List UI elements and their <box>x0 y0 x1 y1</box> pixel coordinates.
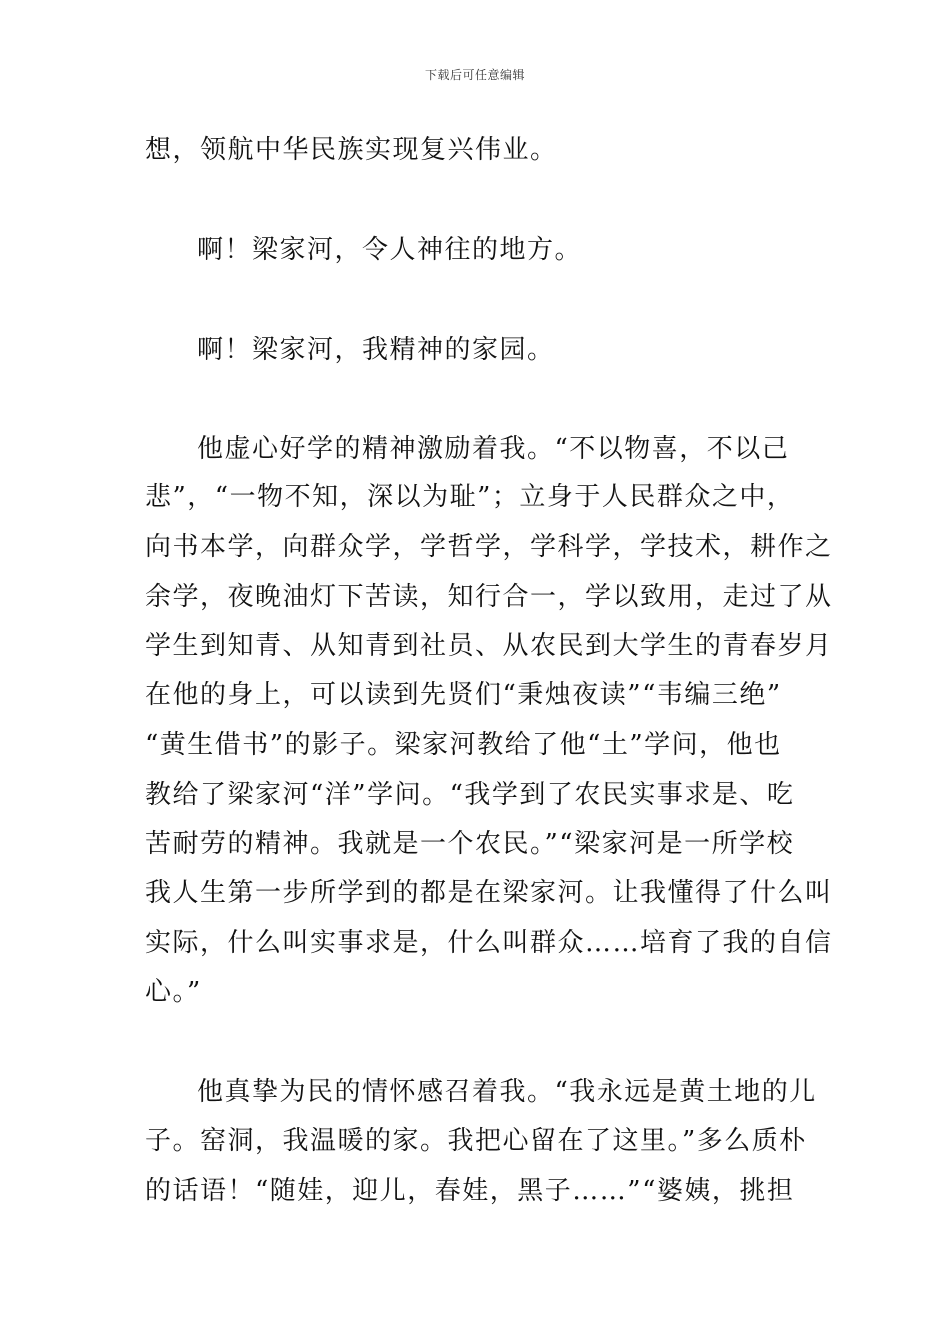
text-line: 学生到知青、从知青到社员、从农民到大学生的青春岁月 <box>145 631 833 661</box>
text-line: 啊！梁家河，我精神的家园。 <box>197 335 555 365</box>
text-line: 教给了梁家河“洋”学问。“我学到了农民实事求是、吃 <box>145 780 795 810</box>
text-line: 心。” <box>145 977 202 1007</box>
text-line: “黄生借书”的影子。梁家河教给了他“土”学问，他也 <box>145 730 782 760</box>
text-line: 我人生第一步所学到的都是在梁家河。让我懂得了什么叫 <box>145 878 833 908</box>
text-line: 苦耐劳的精神。我就是一个农民。”“梁家河是一所学校 <box>145 829 795 859</box>
text-line: 在他的身上，可以读到先贤们“秉烛夜读”“韦编三绝” <box>145 680 782 710</box>
text-line: 的话语！“随娃，迎儿，春娃，黑子……”“婆姨，挑担 <box>145 1176 795 1206</box>
text-line: 他真挚为民的情怀感召着我。“我永远是黄土地的儿 <box>197 1077 817 1107</box>
page-header: 下载后可任意编辑 <box>424 68 525 82</box>
text-line: 他虚心好学的精神激励着我。“不以物喜，不以己 <box>197 434 790 464</box>
text-line: 悲”，“一物不知，深以为耻”；立身于人民群众之中， <box>145 482 795 512</box>
text-line: 想，领航中华民族实现复兴伟业。 <box>145 135 558 165</box>
text-line: 实际，什么叫实事求是，什么叫群众……培育了我的自信 <box>145 928 833 958</box>
text-line: 子。窑洞，我温暖的家。我把心留在了这里。”多么质朴 <box>145 1126 807 1156</box>
text-line: 向书本学，向群众学，学哲学，学科学，学技术，耕作之 <box>145 532 833 562</box>
text-line: 啊！梁家河，令人神往的地方。 <box>197 235 583 265</box>
text-line: 余学，夜晚油灯下苦读，知行合一，学以致用，走过了从 <box>145 582 833 612</box>
